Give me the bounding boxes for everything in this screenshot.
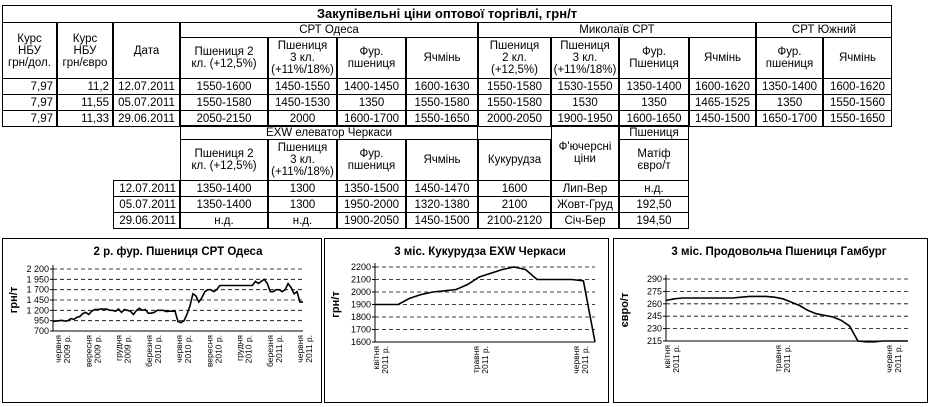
x-tick-label: 2010 р. bbox=[183, 335, 193, 364]
header2-matif: Матіф євро/т bbox=[619, 139, 689, 181]
series-line bbox=[375, 267, 595, 342]
table-cell: 1350-1400 bbox=[619, 78, 689, 95]
x-tick-label: 2011 р. bbox=[782, 345, 792, 373]
header-sub-s-w2: Пшениця 2 кл. (+12,5%) bbox=[180, 37, 268, 79]
y-tick-label: 290 bbox=[646, 274, 662, 284]
table-cell: 1350-1400 bbox=[756, 78, 823, 95]
header-date: Дата bbox=[113, 22, 180, 79]
header-matif-wheat: Пшениця bbox=[619, 125, 689, 140]
table-cell: 11,33 bbox=[57, 110, 113, 127]
header-sub-s-barleys: Ячмінь bbox=[823, 37, 892, 79]
table-cell: 11,2 bbox=[57, 78, 113, 95]
header-exw-cherkasy: EXW елеватор Черкаси bbox=[180, 125, 478, 140]
table2-cell: 1350-1400 bbox=[180, 196, 268, 213]
table2-cell: Січ-Бер bbox=[551, 212, 619, 229]
table-cell: 1350 bbox=[337, 94, 406, 111]
header2-feed-wheat: Фур. пшениця bbox=[337, 139, 406, 181]
table-cell: 1550-1580 bbox=[406, 94, 478, 111]
table-cell: 7,97 bbox=[2, 94, 57, 111]
y-tick-label: 2200 bbox=[350, 262, 371, 272]
table-cell: 05.07.2011 bbox=[113, 94, 180, 111]
table2-cell: 1350-1500 bbox=[337, 180, 406, 197]
x-tick-label: 2011 р. bbox=[380, 346, 390, 374]
chart-title: 3 міс. Продовольча Пшениця Гамбург bbox=[671, 246, 887, 258]
table-cell: 1550-1560 bbox=[823, 94, 892, 111]
table2-cell: 1950-2000 bbox=[337, 196, 406, 213]
table-cell: 1600-1620 bbox=[823, 78, 892, 95]
table-cell: 1650-1700 bbox=[756, 110, 823, 127]
chart-ylabel: грн/т bbox=[8, 286, 20, 314]
header2-wheat3: Пшениця 3 кл. (+11%/18%) bbox=[268, 139, 337, 181]
y-tick-label: 275 bbox=[646, 286, 662, 297]
table-cell: 2000-2050 bbox=[478, 110, 551, 127]
series-line bbox=[53, 279, 303, 322]
table-cell: 1550-1650 bbox=[406, 110, 478, 127]
table-cell: 1450-1550 bbox=[268, 78, 337, 95]
table-cell: 1530-1550 bbox=[551, 78, 619, 95]
header2-corn: Кукурудза bbox=[478, 139, 551, 181]
chart-title: 2 р. фур. Пшениця СРТ Одеса bbox=[93, 246, 263, 258]
chart-title: 3 міс. Кукурудза EXW Черкаси bbox=[394, 246, 566, 258]
table2-cell: 1450-1470 bbox=[406, 180, 478, 197]
x-tick-label: 2010 р. bbox=[152, 335, 163, 364]
y-tick-label: 1600 bbox=[350, 337, 371, 347]
x-tick-label: 2009 р. bbox=[92, 335, 103, 364]
x-tick-label: 2009 р. bbox=[62, 335, 72, 364]
table2-cell: 29.06.2011 bbox=[113, 212, 180, 229]
header-sub-s-w3: Пшениця 3 кл. (+11%/18%) bbox=[268, 37, 337, 79]
table-cell: 1465-1525 bbox=[689, 94, 756, 111]
x-tick-label: березня bbox=[143, 335, 154, 367]
y-tick-label: 1 450 bbox=[26, 295, 49, 305]
table2-cell: 1900-2050 bbox=[337, 212, 406, 229]
y-tick-label: 1800 bbox=[350, 312, 371, 322]
header-rate-usd: Курс НБУ грн/дол. bbox=[2, 22, 57, 79]
x-tick-label: квітня bbox=[662, 345, 672, 369]
x-tick-label: 2011 р. bbox=[480, 346, 490, 374]
chart-cherkasy-corn bbox=[324, 238, 609, 403]
chart-hamburg-wheat bbox=[613, 238, 928, 403]
y-tick-label: 2000 bbox=[350, 287, 371, 297]
x-tick-label: вересня bbox=[204, 335, 215, 368]
y-tick-label: 245 bbox=[646, 311, 662, 322]
x-tick-label: березня bbox=[264, 335, 275, 367]
header-sub-s-barley: Ячмінь bbox=[406, 37, 478, 79]
y-tick-label: 2100 bbox=[350, 274, 371, 285]
x-tick-label: червня bbox=[295, 335, 305, 363]
header-rate-eur: Курс НБУ грн/євро bbox=[57, 22, 113, 79]
y-tick-label: 1 700 bbox=[26, 284, 49, 295]
table-cell: 12.07.2011 bbox=[113, 78, 180, 95]
table-cell: 1550-1580 bbox=[180, 94, 268, 111]
table-title: Закупівельні ціни оптової торгівлі, грн/т bbox=[2, 5, 892, 23]
x-tick-label: грудня bbox=[113, 335, 124, 361]
table-cell: 11,55 bbox=[57, 94, 113, 111]
table-cell: 1350 bbox=[756, 94, 823, 111]
series-line bbox=[666, 296, 908, 341]
table-cell: 1550-1650 bbox=[823, 110, 892, 127]
table2-cell: н.д. bbox=[619, 180, 689, 197]
header2-wheat2: Пшениця 2 кл. (+12,5%) bbox=[180, 139, 268, 181]
y-tick-label: 215 bbox=[646, 336, 662, 346]
table-cell: 7,97 bbox=[2, 110, 57, 127]
table-cell: 1450-1500 bbox=[689, 110, 756, 127]
x-tick-label: 2010 р. bbox=[213, 335, 224, 364]
header-group-mykolaiv: Миколаїв СРТ bbox=[478, 22, 756, 38]
y-tick-label: 1 950 bbox=[26, 274, 49, 285]
x-tick-label: вересня bbox=[83, 335, 94, 368]
table2-cell: 1300 bbox=[268, 180, 337, 197]
x-tick-label: 2011 р. bbox=[893, 345, 903, 373]
table-cell: 1600-1630 bbox=[406, 78, 478, 95]
table-cell: 1550-1580 bbox=[478, 78, 551, 95]
y-tick-label: 230 bbox=[646, 323, 662, 334]
x-tick-label: 2011 р. bbox=[273, 335, 284, 363]
x-tick-label: червня bbox=[571, 346, 581, 374]
x-tick-label: червня bbox=[174, 335, 184, 363]
header-sub-s-fw: Фур. пшениця bbox=[337, 37, 406, 79]
x-tick-label: грудня bbox=[234, 335, 245, 361]
x-tick-label: 2011 р. bbox=[304, 335, 314, 363]
table-cell: 2050-2150 bbox=[180, 110, 268, 127]
header-group-odesa: СРТ Одеса bbox=[180, 22, 478, 38]
chart-ylabel: грн/т bbox=[330, 291, 342, 318]
x-tick-label: 2010 р. bbox=[243, 335, 254, 364]
x-tick-label: травня bbox=[471, 346, 481, 374]
table-cell: 1900-1950 bbox=[551, 110, 619, 127]
y-tick-label: 260 bbox=[646, 298, 662, 309]
y-tick-label: 700 bbox=[33, 326, 49, 336]
y-tick-label: 1 200 bbox=[26, 305, 49, 316]
table2-cell: 1450-1500 bbox=[406, 212, 478, 229]
header-sub-s-barleyn: Ячмінь bbox=[689, 37, 756, 79]
chart-odesa-wheat bbox=[2, 238, 322, 403]
table-cell: 1550-1580 bbox=[478, 94, 551, 111]
x-tick-label: червня bbox=[53, 335, 63, 363]
x-tick-label: квітня bbox=[371, 346, 381, 370]
table-cell: 7,97 bbox=[2, 78, 57, 95]
x-tick-label: 2011 р. bbox=[580, 346, 590, 374]
y-tick-label: 950 bbox=[33, 315, 49, 326]
chart-ylabel: євро/т bbox=[619, 292, 631, 328]
header-group-yuzhny: СРТ Южний bbox=[756, 22, 892, 38]
table-cell: 2000 bbox=[268, 110, 337, 127]
table2-cell: 1600 bbox=[478, 180, 551, 197]
table-cell: 1550-1600 bbox=[180, 78, 268, 95]
table2-cell: 1320-1380 bbox=[406, 196, 478, 213]
table-cell: 1600-1620 bbox=[689, 78, 756, 95]
table-cell: 1530 bbox=[551, 94, 619, 111]
header-sub-s-fwn: Фур. Пшениця bbox=[619, 37, 689, 79]
x-tick-label: 2011 р. bbox=[671, 345, 681, 373]
table2-cell: н.д. bbox=[268, 212, 337, 229]
table2-cell: 194,50 bbox=[619, 212, 689, 229]
y-tick-label: 1900 bbox=[350, 299, 371, 310]
table2-cell: Жовт-Груд bbox=[551, 196, 619, 213]
y-tick-label: 1700 bbox=[350, 324, 371, 335]
x-tick-label: червня bbox=[884, 345, 894, 373]
header-sub-s-w3n: Пшениця 3 кл. (+11%/18%) bbox=[551, 37, 619, 79]
header-sub-s-w2n: Пшениця 2 кл. (+12,5%) bbox=[478, 37, 551, 79]
table2-cell: 1350-1400 bbox=[180, 180, 268, 197]
table-cell: 1350 bbox=[619, 94, 689, 111]
table2-cell: Лип-Вер bbox=[551, 180, 619, 197]
y-tick-label: 2 200 bbox=[26, 264, 49, 274]
table-cell: 1400-1450 bbox=[337, 78, 406, 95]
table-cell: 1450-1530 bbox=[268, 94, 337, 111]
table2-cell: н.д. bbox=[180, 212, 268, 229]
table2-cell: 2100 bbox=[478, 196, 551, 213]
table2-cell: 192,50 bbox=[619, 196, 689, 213]
table2-cell: 12.07.2011 bbox=[113, 180, 180, 197]
x-tick-label: 2009 р. bbox=[122, 335, 133, 364]
table2-cell: 1300 bbox=[268, 196, 337, 213]
table-cell: 29.06.2011 bbox=[113, 110, 180, 127]
header2-futures: Ф'ючерсні ціни bbox=[551, 125, 619, 181]
x-tick-label: травня bbox=[773, 345, 783, 373]
header2-barley: Ячмінь bbox=[406, 139, 478, 181]
table2-cell: 2100-2120 bbox=[478, 212, 551, 229]
table-cell: 1600-1650 bbox=[619, 110, 689, 127]
header-sub-s-fws: Фур. пшениця bbox=[756, 37, 823, 79]
table2-cell: 05.07.2011 bbox=[113, 196, 180, 213]
table-cell: 1600-1700 bbox=[337, 110, 406, 127]
